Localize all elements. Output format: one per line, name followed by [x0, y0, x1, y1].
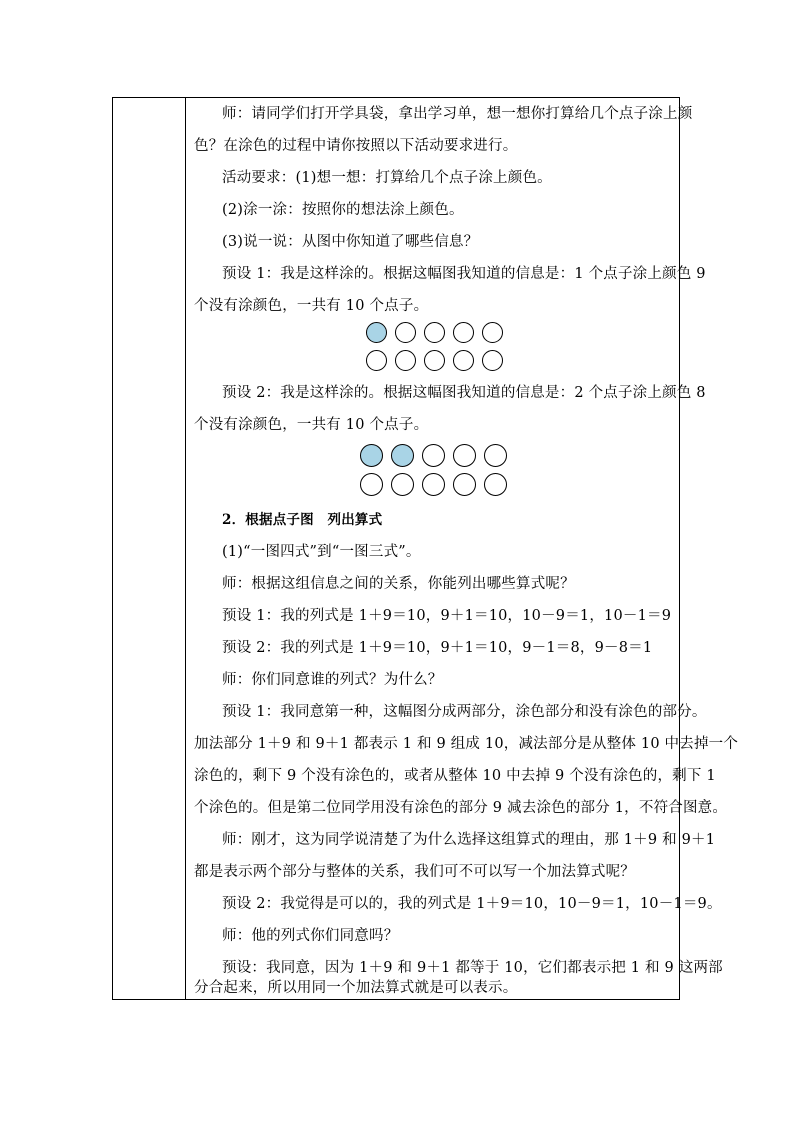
filled-dot — [360, 444, 383, 467]
paragraph-text: 师：你们同意谁的列式？为什么？ — [222, 672, 443, 688]
paragraph-text: (1)“一图四式”到“一图三式”。 — [222, 544, 421, 560]
activity-step: (3)说一说：从图中你知道了哪些信息？ — [222, 234, 479, 250]
empty-dot — [453, 350, 474, 371]
paragraph-text: 个没有涂颜色，一共有 10 个点子。 — [194, 298, 429, 314]
paragraph-text: 色？在涂色的过程中请你按照以下活动要求进行。 — [194, 138, 518, 154]
paragraph-text: 预设 2：我的列式是 1＋9＝10，9＋1＝10，9－1＝8，9－8＝1 — [222, 640, 653, 656]
empty-dot — [424, 350, 445, 371]
paragraph-text: 加法部分 1＋9 和 9＋1 都表示 1 和 9 组成 10，减法部分是从整体 10 中去掉一个 — [194, 736, 739, 752]
paragraph-text: 预设：我同意，因为 1＋9 和 9＋1 都等于 10，它们都表示把 1 和 9 这两部 — [222, 960, 723, 976]
empty-dot — [453, 322, 474, 343]
activity-step: (2)涂一涂：按照你的想法涂上颜色。 — [222, 202, 464, 218]
empty-dot — [424, 322, 445, 343]
table-left-column — [113, 98, 186, 999]
empty-dot — [453, 473, 476, 496]
paragraph-text: 都是表示两个部分与整体的关系，我们可不可以写一个加法算式呢？ — [194, 864, 635, 880]
paragraph-text: 师：根据这组信息之间的关系，你能列出哪些算式呢？ — [222, 576, 575, 592]
paragraph-text: 预设 2：我觉得是可以的，我的列式是 1＋9＝10，10－9＝1，10－1＝9。 — [222, 896, 722, 912]
empty-dot — [395, 350, 416, 371]
lesson-table — [112, 97, 739, 1000]
section-heading: 2．根据点子图 列出算式 — [222, 512, 383, 528]
empty-dot — [484, 473, 507, 496]
paragraph-text: 师：刚才，这为同学说清楚了为什么选择这组算式的理由，那 1＋9 和 9＋1 — [222, 832, 716, 848]
empty-dot — [422, 444, 445, 467]
empty-dot — [422, 473, 445, 496]
paragraph-text: 师：他的列式你们同意吗？ — [222, 928, 399, 944]
paragraph-text: 师：请同学们打开学具袋，拿出学习单，想一想你打算给几个点子涂上颜 — [222, 106, 693, 122]
paragraph-text: 涂色的，剩下 9 个没有涂色的，或者从整体 10 中去掉 9 个没有涂色的，剩下 1 — [194, 768, 716, 784]
filled-dot — [366, 322, 387, 343]
empty-dot — [391, 473, 414, 496]
filled-dot — [391, 444, 414, 467]
paragraph-text: 个没有涂颜色，一共有 10 个点子。 — [194, 417, 429, 433]
empty-dot — [366, 350, 387, 371]
empty-dot — [482, 322, 503, 343]
paragraph-text: 预设 2：我是这样涂的。根据这幅图我知道的信息是：2 个点子涂上颜色 8 — [222, 385, 706, 401]
empty-dot — [395, 322, 416, 343]
paragraph-text: 预设 1：我的列式是 1＋9＝10，9＋1＝10，10－9＝1，10－1＝9 — [222, 608, 672, 624]
paragraph-text: 分合起来，所以用同一个加法算式就是可以表示。 — [194, 980, 518, 996]
paragraph-text: 个涂色的。但是第二位同学用没有涂色的部分 9 减去涂色的部分 1，不符合图意。 — [194, 800, 728, 816]
paragraph-text: 预设 1：我是这样涂的。根据这幅图我知道的信息是：1 个点子涂上颜色 9 — [222, 266, 706, 282]
empty-dot — [482, 350, 503, 371]
empty-dot — [484, 444, 507, 467]
table-content-column — [194, 98, 739, 999]
empty-dot — [453, 444, 476, 467]
empty-dot — [360, 473, 383, 496]
paragraph-text: 预设 1：我同意第一种，这幅图分成两部分，涂色部分和没有涂色的部分。 — [222, 704, 707, 720]
activity-requirement: 活动要求：(1)想一想：打算给几个点子涂上颜色。 — [222, 170, 552, 186]
